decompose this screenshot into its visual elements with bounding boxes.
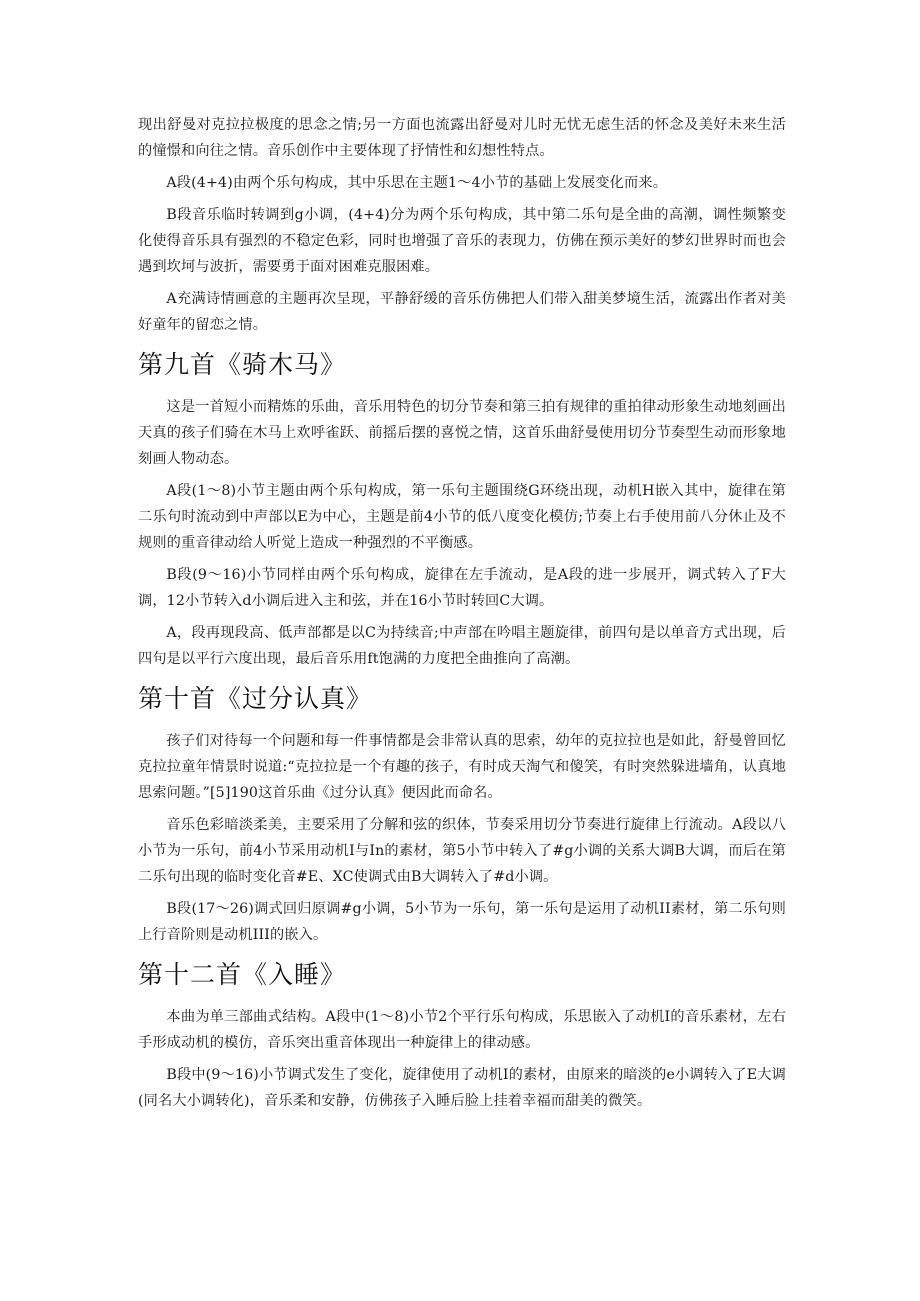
- paragraph-9-1: 这是一首短小而精炼的乐曲，音乐用特色的切分节奏和第三拍有规律的重拍律动形象生动地刻画出天真的孩子们骑在木马上欢呼雀跃、前摇后摆的喜悦之情，这首乐曲舒曼使用切分节奏型生动而形象地刻画人物动态。: [138, 399, 786, 467]
- paragraph-9-3: B段(9～16)小节同样由两个乐句构成，旋律在左手流动，是A段的进一步展开，调式转入了F大调，12小节转入d小调后进入主和弦，并在16小节时转回C大调。: [138, 567, 786, 609]
- section-heading-10: 第十首《过分认真》: [138, 684, 373, 713]
- paragraph-12-2: B段中(9～16)小节调式发生了变化，旋律使用了动机I的素材，由原来的暗淡的e小调转入了E大调(同名大小调转化)，音乐柔和安静，仿佛孩子入睡后脸上挂着幸福而甜美的微笑。: [138, 1067, 786, 1109]
- section-heading-9: 第九首《骑木马》: [138, 350, 347, 379]
- paragraph-intro-2: A段(4+4)由两个乐句构成，其中乐思在主题1～4小节的基础上发展变化而来。: [166, 175, 668, 191]
- section-heading-12: 第十二首《入睡》: [138, 960, 347, 989]
- paragraph-intro-3: B段音乐临时转调到g小调，(4+4)分为两个乐句构成，其中第二乐句是全曲的高潮，调性频繁变化使得音乐具有强烈的不稳定色彩，同时也增强了音乐的表现力，仿佛在预示美好的梦幻世界时而也会遇到坎坷与波折，需要勇于面对困难克服困难。: [138, 207, 786, 275]
- paragraph-intro-4: A充满诗情画意的主题再次呈现，平静舒缓的音乐仿佛把人们带入甜美梦境生活，流露出作者对美好童年的留恋之情。: [138, 291, 786, 333]
- paragraph-10-2: 音乐色彩暗淡柔美，主要采用了分解和弦的织体，节奏采用切分节奏进行旋律上行流动。A段以八小节为一乐句，前4小节采用动机I与In的素材，第5小节中转入了#g小调的关系大调B大调，而后在第二乐句出现的临时变化音#E、XC使调式由B大调转入了#d小调。: [138, 817, 786, 885]
- paragraph-12-1: 本曲为单三部曲式结构。A段中(1～8)小节2个平行乐句构成，乐思嵌入了动机I的音乐素材，左右手形成动机的模仿，音乐突出重音体现出一种旋律上的律动感。: [138, 1009, 786, 1051]
- paragraph-intro-1: 现出舒曼对克拉拉极度的思念之情;另一方面也流露出舒曼对儿时无忧无虑生活的怀念及美好未来生活的憧憬和向往之情。音乐创作中主要体现了抒情性和幻想性特点。: [138, 117, 786, 159]
- paragraph-9-2: A段(1～8)小节主题由两个乐句构成，第一乐句主题围绕G环绕出现，动机H嵌入其中，旋律在第二乐句时流动到中声部以E为中心，主题是前4小节的低八度变化模仿;节奏上右手使用前八分休止及不规则的重音律动给人听觉上造成一种强烈的不平衡感。: [138, 483, 786, 551]
- paragraph-10-1: 孩子们对待每一个问题和每一件事情都是会非常认真的思索，幼年的克拉拉也是如此，舒曼曾回忆克拉拉童年情景时说道:“克拉拉是一个有趣的孩子，有时成天淘气和傻笑，有时突然躲进墙角，认真地思索问题。”[5]190这首乐曲《过分认真》便因此而命名。: [138, 733, 786, 801]
- document-page: [138, 112, 786, 1114]
- paragraph-9-4: A，段再现段高、低声部都是以C为持续音;中声部在吟唱主题旋律，前四句是以单音方式出现，后四句是以平行六度出现，最后音乐用ft饱满的力度把全曲推向了高潮。: [138, 625, 786, 667]
- paragraph-10-3: B段(17～26)调式回归原调#g小调，5小节为一乐句，第一乐句是运用了动机II素材，第二乐句则上行音阶则是动机III的嵌入。: [138, 901, 786, 943]
